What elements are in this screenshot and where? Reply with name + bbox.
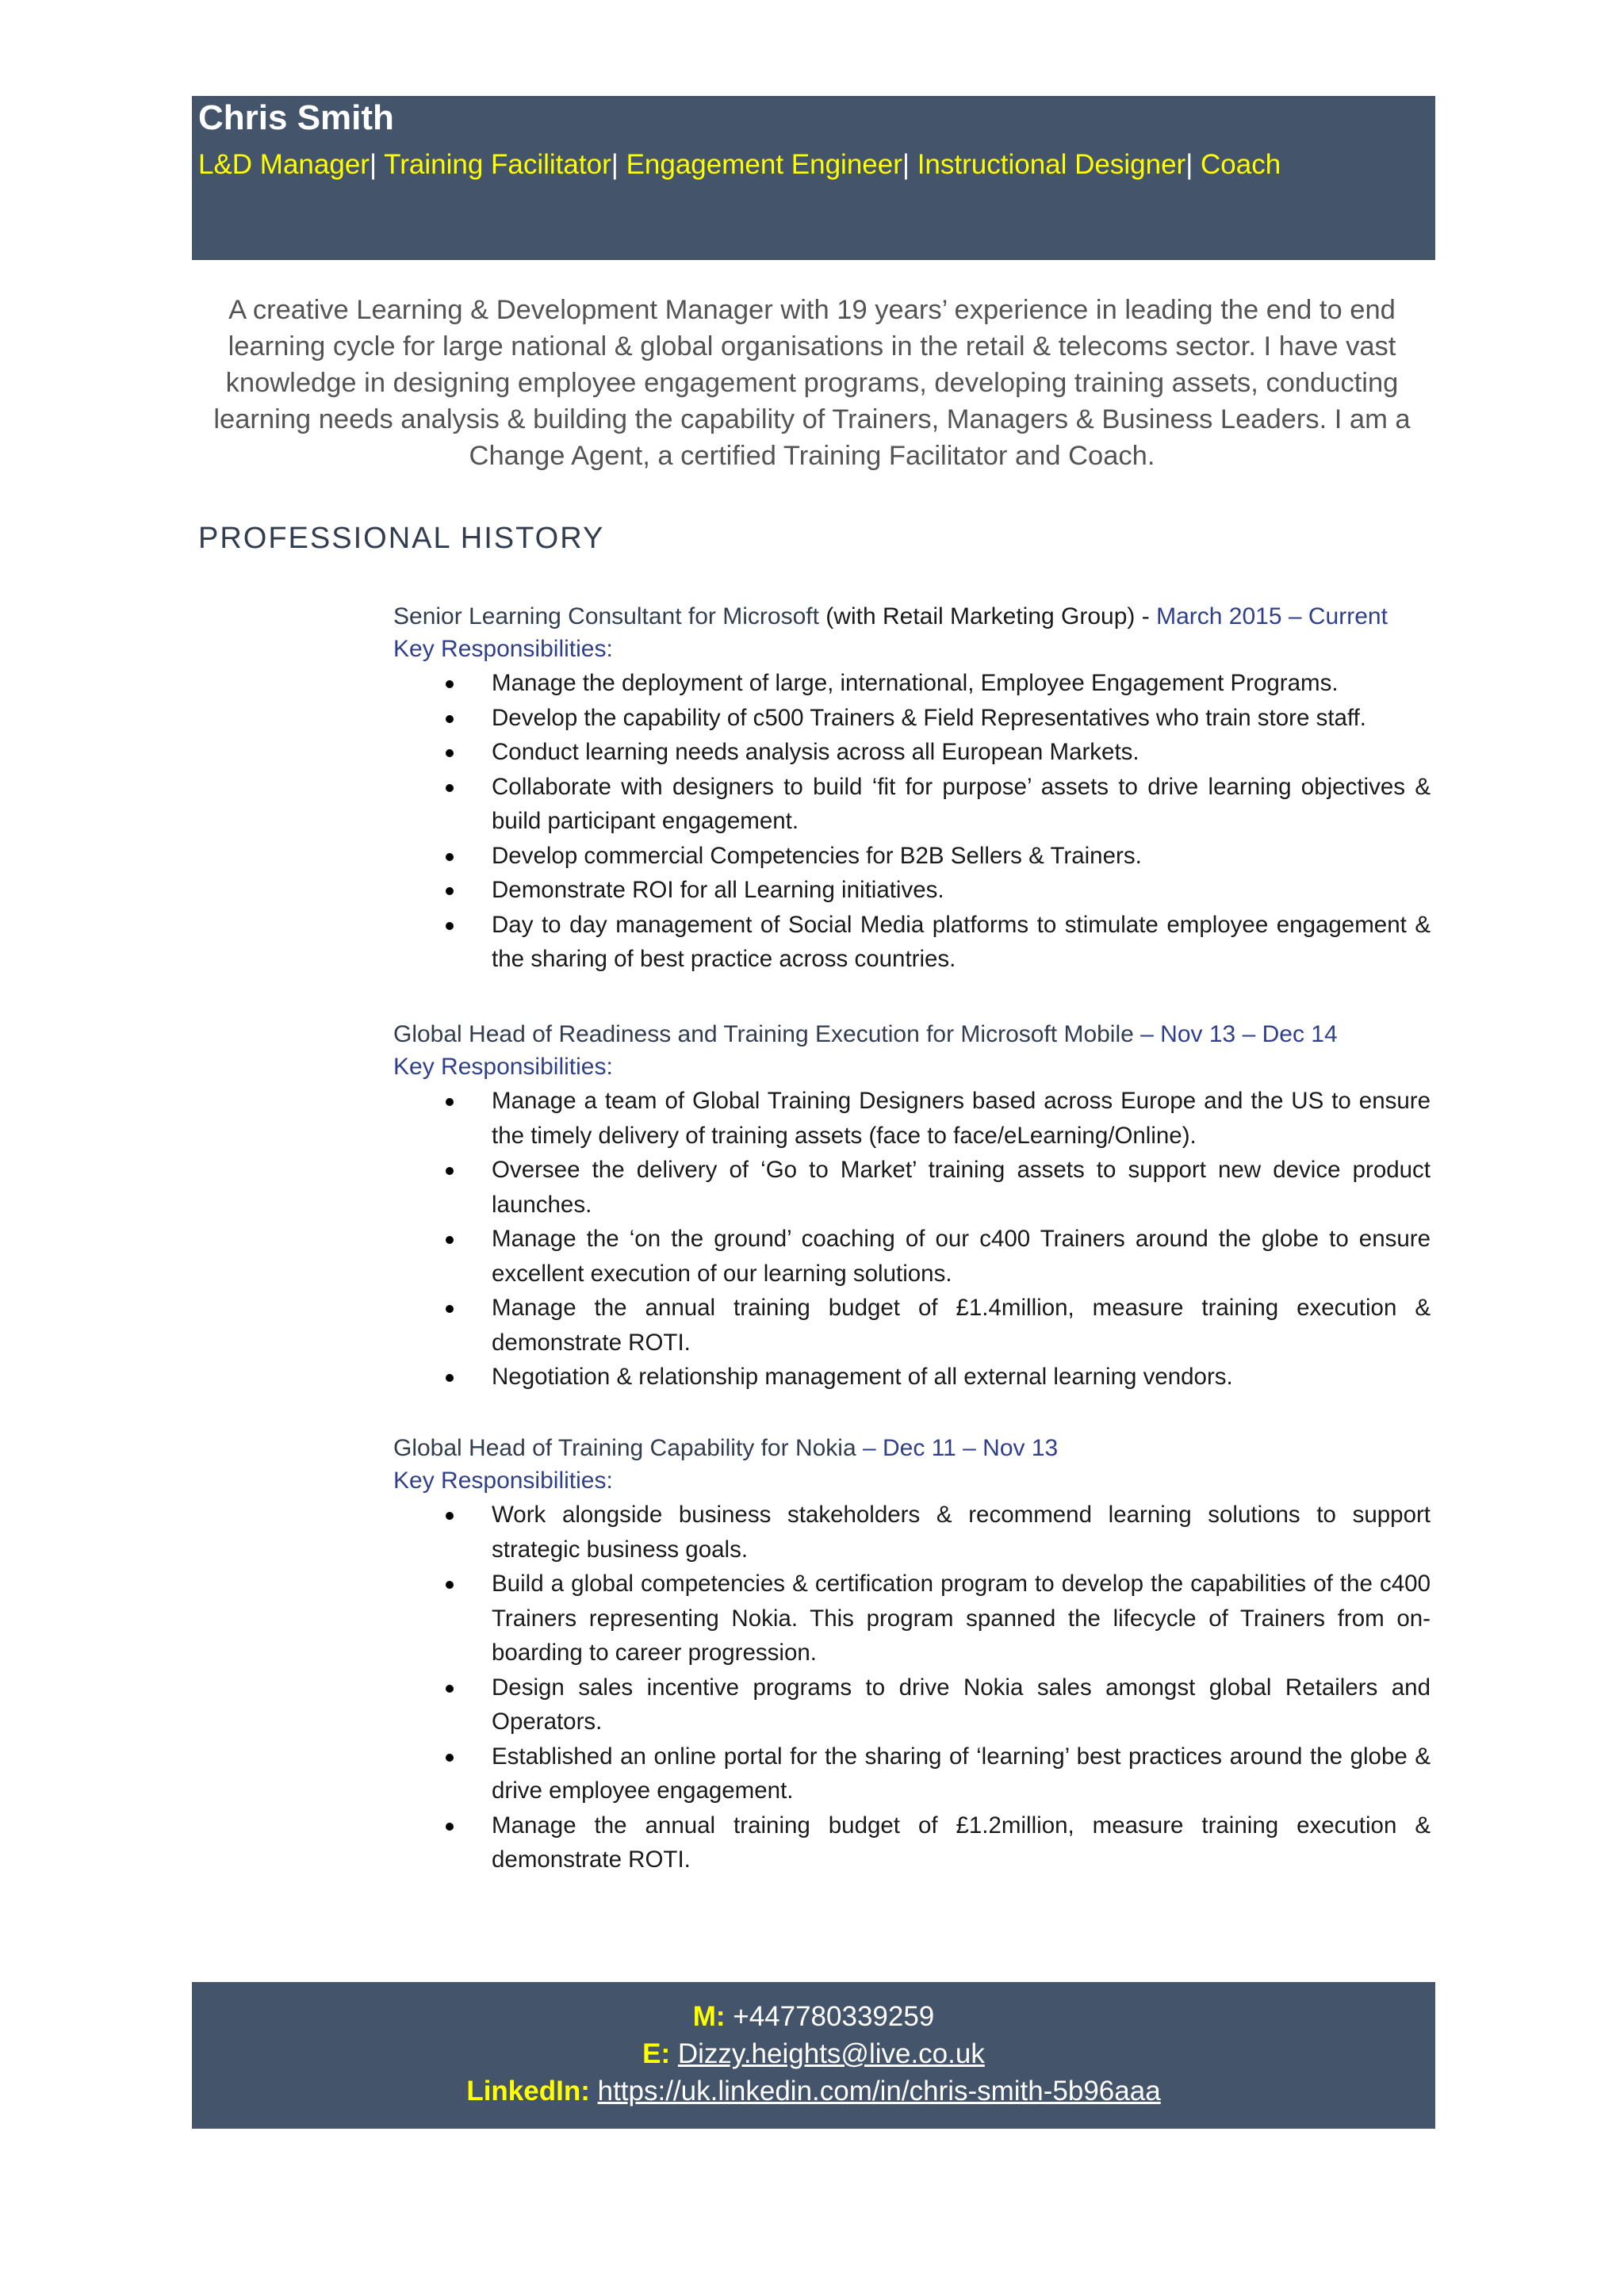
list-item: Conduct learning needs analysis across all European Markets.: [393, 735, 1431, 770]
bullet-icon: [446, 1374, 454, 1382]
responsibility-list: [393, 666, 1431, 977]
bullet-icon: [446, 853, 454, 861]
list-item: Build a global competencies & certification program to develop the capabilities of the c400 Trainers representing Nokia. This program spanned the lifecycle of Trainers from on-boarding to career progression.: [393, 1567, 1431, 1670]
responsibility-list: [393, 1084, 1431, 1395]
contact-email: [192, 2035, 1435, 2072]
bullet-icon: [446, 1685, 454, 1693]
email-label: E:: [642, 2038, 671, 2069]
profile-summary: A creative Learning & Development Manager with 19 years’ experience in leading the end to end learning cycle for large national & global organisations in the retail & telecoms sector. I have vast knowledge in designing employee engagement programs, developing training assets, conducting learning needs analysis & building the capability of Trainers, Managers & Business Leaders. I am a Change Agent, a certified Training Facilitator and Coach.: [213, 295, 1411, 471]
contact-linkedin: [192, 2072, 1435, 2110]
role-item: Engagement Engineer: [626, 149, 902, 180]
job-entry: [393, 601, 1431, 977]
job-dates: March 2015 – Current: [1156, 603, 1388, 629]
list-item: Manage the deployment of large, international, Employee Engagement Programs.: [393, 666, 1431, 701]
job-dates: – Nov 13 – Dec 14: [1133, 1021, 1338, 1047]
job-title: Global Head of Training Capability for Nokia: [393, 1435, 856, 1461]
list-item: Oversee the delivery of ‘Go to Market’ training assets to support new device product launches.: [393, 1153, 1431, 1222]
bullet-icon: [446, 749, 454, 757]
job-title: Global Head of Readiness and Training Execution for Microsoft Mobile: [393, 1021, 1134, 1047]
list-item: Established an online portal for the sharing of ‘learning’ best practices around the globe & drive employee engagement.: [393, 1739, 1431, 1808]
role-separator: |: [902, 149, 910, 180]
role-separator: |: [1185, 149, 1193, 180]
bullet-icon: [446, 1305, 454, 1313]
list-item: Manage the ‘on the ground’ coaching of our c400 Trainers around the globe to ensure excellent execution of our learning solutions.: [393, 1222, 1431, 1291]
bullet-icon: [446, 1581, 454, 1589]
bullet-icon: [446, 715, 454, 723]
job-entry: [393, 1019, 1431, 1395]
role-item: L&D Manager: [198, 149, 370, 180]
linkedin-label: LinkedIn:: [466, 2076, 590, 2107]
role-list: [198, 149, 1281, 181]
role-separator: |: [369, 149, 377, 180]
candidate-name: Chris Smith: [198, 98, 394, 137]
list-item: Day to day management of Social Media platforms to stimulate employee engagement & the sharing of best practice across countries.: [393, 908, 1431, 977]
list-item: Design sales incentive programs to drive Nokia sales amongst global Retailers and Operators.: [393, 1670, 1431, 1739]
list-item: Collaborate with designers to build ‘fit for purpose’ assets to drive learning objectives & build participant engagement.: [393, 770, 1431, 839]
bullet-icon: [446, 680, 454, 688]
job-heading: [393, 1433, 1431, 1464]
linkedin-link[interactable]: https://uk.linkedin.com/in/chris-smith-5b96aaa: [597, 2076, 1161, 2107]
job-entry: [393, 1433, 1431, 1877]
list-item: Manage a team of Global Training Designers based across Europe and the US to ensure the timely delivery of training assets (face to face/eLearning/Online).: [393, 1084, 1431, 1153]
list-item: Develop the capability of c500 Trainers & Field Representatives who train store staff.: [393, 701, 1431, 736]
bullet-icon: [446, 784, 454, 792]
bullet-icon: [446, 1167, 454, 1175]
bullet-icon: [446, 1823, 454, 1831]
contact-mobile: [192, 1998, 1435, 2035]
job-title: Senior Learning Consultant for Microsoft: [393, 603, 819, 629]
list-item: Manage the annual training budget of £1.4million, measure training execution & demonstrate ROTI.: [393, 1291, 1431, 1360]
bullet-icon: [446, 1754, 454, 1762]
mobile-number[interactable]: +447780339259: [733, 2001, 935, 2032]
job-dates: – Dec 11 – Nov 13: [856, 1435, 1059, 1461]
email-link[interactable]: Dizzy.heights@live.co.uk: [677, 2038, 985, 2069]
bullet-icon: [446, 1098, 454, 1106]
job-heading: [393, 601, 1431, 633]
bullet-icon: [446, 1236, 454, 1244]
key-responsibilities-label: Key Responsibilities:: [393, 1468, 613, 1494]
job-org: (with Retail Marketing Group) -: [818, 603, 1157, 629]
job-heading: [393, 1019, 1431, 1050]
list-item: Work alongside business stakeholders & recommend learning solutions to support strategic business goals.: [393, 1498, 1431, 1567]
key-responsibilities-label: Key Responsibilities:: [393, 1054, 613, 1080]
contact-footer: [192, 1982, 1435, 2129]
role-item: Instructional Designer: [917, 149, 1186, 180]
section-title-professional-history: PROFESSIONAL HISTORY: [198, 522, 605, 555]
bullet-icon: [446, 887, 454, 895]
responsibility-list: [393, 1498, 1431, 1877]
role-separator: |: [611, 149, 619, 180]
list-item: Negotiation & relationship management of all external learning vendors.: [393, 1360, 1431, 1395]
bullet-icon: [446, 1512, 454, 1520]
mobile-label: M:: [692, 2001, 726, 2032]
list-item: Manage the annual training budget of £1.2million, measure training execution & demonstrate ROTI.: [393, 1808, 1431, 1877]
bullet-icon: [446, 922, 454, 930]
role-item: Training Facilitator: [384, 149, 611, 180]
list-item: Develop commercial Competencies for B2B Sellers & Trainers.: [393, 839, 1431, 874]
role-item: Coach: [1201, 149, 1281, 180]
list-item: Demonstrate ROI for all Learning initiatives.: [393, 873, 1431, 908]
key-responsibilities-label: Key Responsibilities:: [393, 636, 613, 662]
